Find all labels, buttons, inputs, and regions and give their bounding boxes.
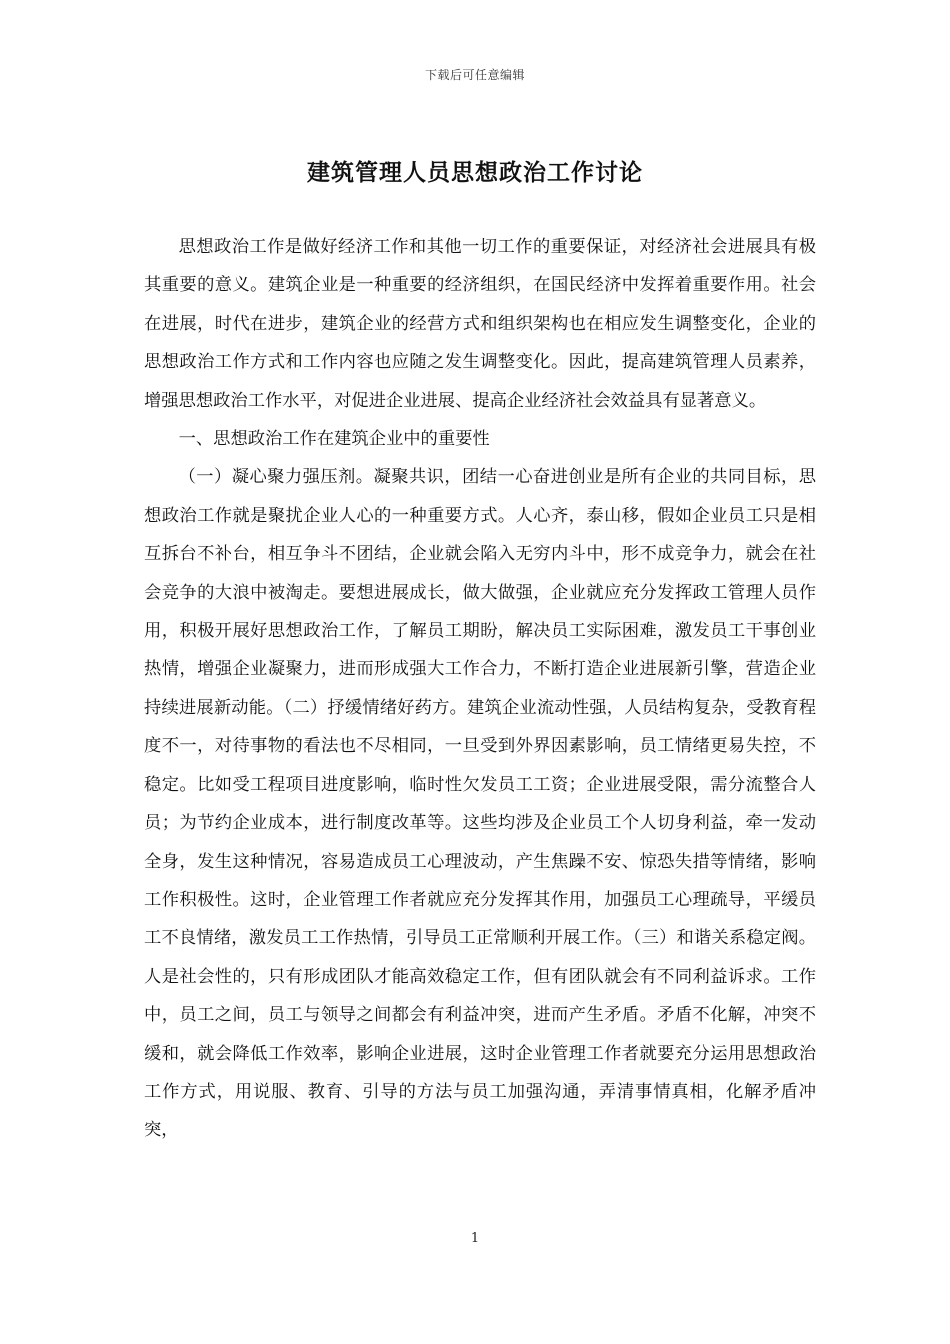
page-header: 下载后可任意编辑 [424,68,525,82]
document-body [144,228,816,1150]
intro-paragraph: 思想政治工作是做好经济工作和其他一切工作的重要保证，对经济社会进展具有极其重要的意义。建筑企业是一种重要的经济组织，在国民经济中发挥着重要作用。社会在进展，时代在进步，建筑企业的经营方式和组织架构也在相应发生调整变化，企业的思想政治工作方式和工作内容也应随之发生调整变化。因此，提高建筑管理人员素养，增强思想政治工作水平，对促进企业进展、提高企业经济社会效益具有显著意义。 [144,237,816,411]
page-number: 1 [470,1231,480,1246]
document-title: 建筑管理人员思想政治工作讨论 [307,159,643,186]
section-paragraph: （一）凝心聚力强压剂。凝聚共识，团结一心奋进创业是所有企业的共同目标，思想政治工作就是聚扰企业人心的一种重要方式。人心齐，泰山移，假如企业员工只是相互拆台不补台，相互争斗不团结，企业就会陷入无穷内斗中，形不成竞争力，就会在社会竞争的大浪中被淘走。要想进展成长，做大做强，企业就应充分发挥政工管理人员作用，积极开展好思想政治工作，了解员工期盼，解决员工实际困难，激发员工干事创业热情，增强企业凝聚力，进而形成强大工作合力，不断打造企业进展新引擎，营造企业持续进展新动能。（二）抒缓情绪好药方。建筑企业流动性强，人员结构复杂，受教育程度不一，对待事物的看法也不尽相同，一旦受到外界因素影响，员工情绪更易失控，不稳定。比如受工程项目进度影响，临时性欠发员工工资；企业进展受限，需分流整合人员；为节约企业成本，进行制度改革等。这些均涉及企业员工个人切身利益，牵一发动全身，发生这种情况，容易造成员工心理波动，产生焦躁不安、惊恐失措等情绪，影响工作积极性。这时，企业管理工作者就应充分发挥其作用，加强员工心理疏导，平缓员工不良情绪，激发员工工作热情，引导员工正常顺利开展工作。（三）和谐关系稳定阀。人是社会性的，只有形成团队才能高效稳定工作，但有团队就会有不同利益诉求。工作中，员工之间，员工与领导之间都会有利益冲突，进而产生矛盾。矛盾不化解，冲突不缓和，就会降低工作效率，影响企业进展，这时企业管理工作者就要充分运用思想政治工作方式，用说服、教育、引导的方法与员工加强沟通，弄清事情真相，化解矛盾冲突， [144,467,816,1141]
section-heading: 一、思想政治工作在建筑企业中的重要性 [178,429,490,450]
